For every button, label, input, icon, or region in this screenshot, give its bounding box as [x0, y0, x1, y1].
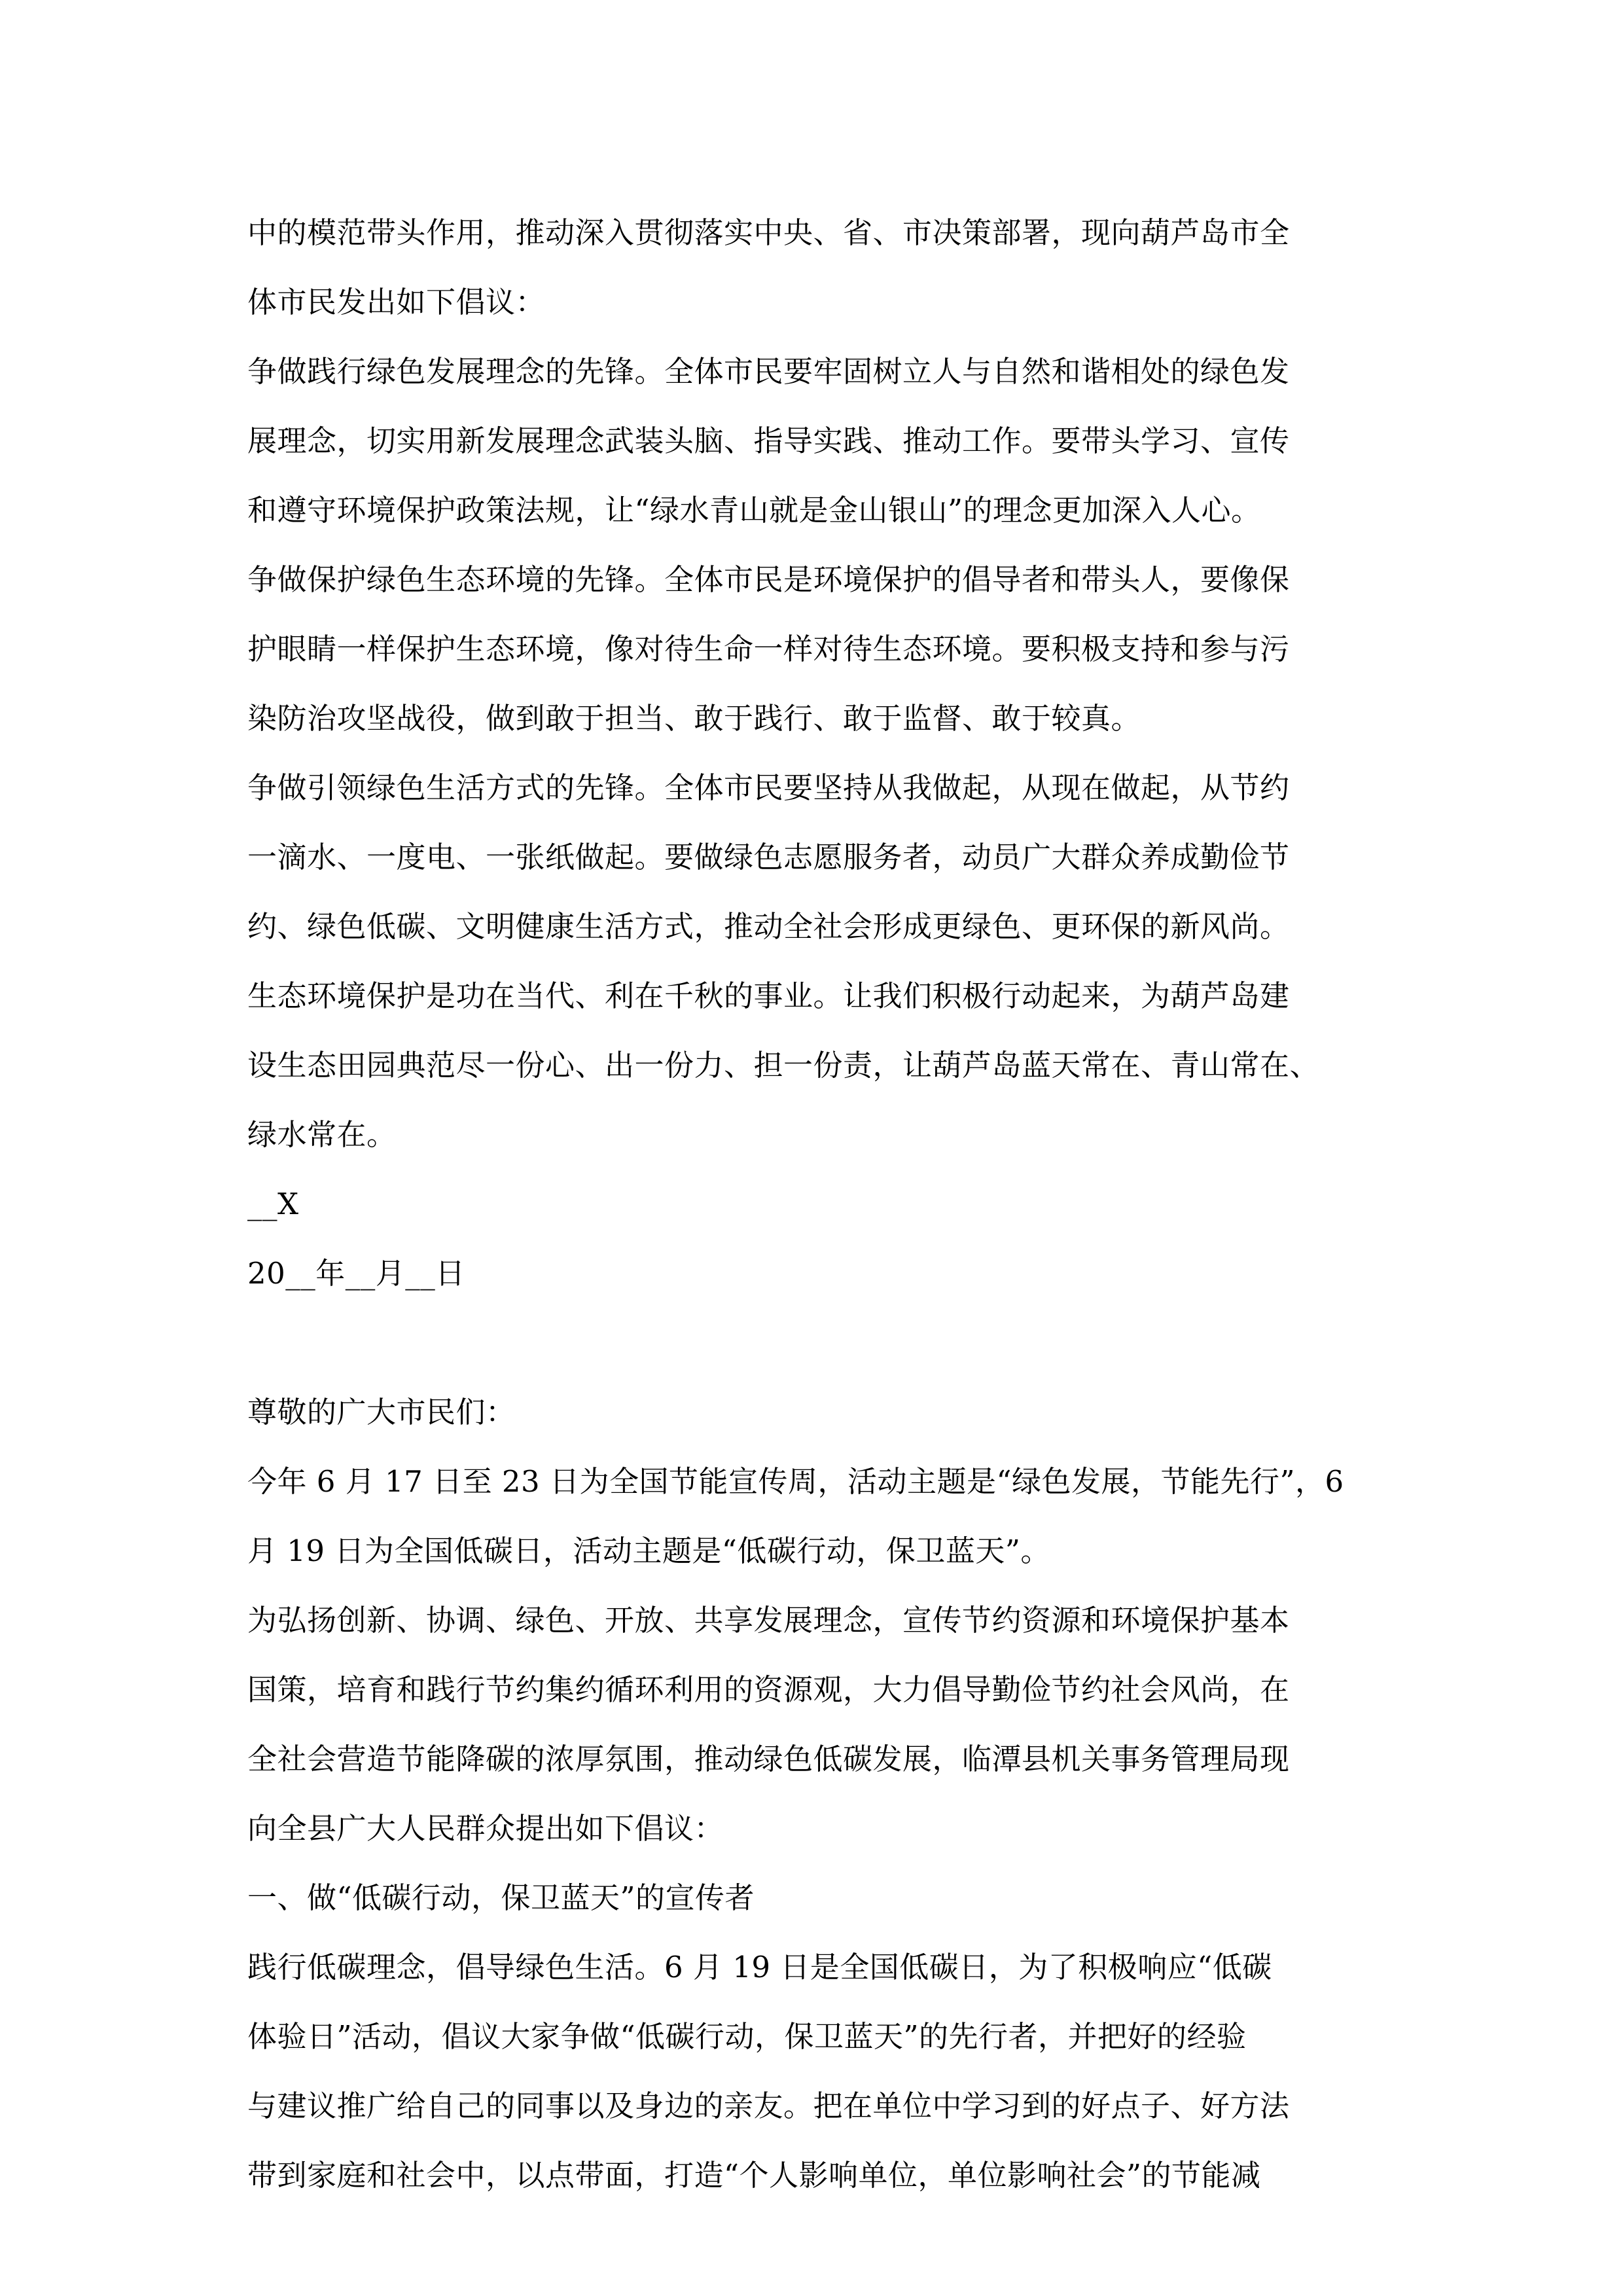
text-line: 为弘扬创新、协调、绿色、开放、共享发展理念，宣传节约资源和环境保护基本 [247, 1603, 1290, 1638]
section-heading: 一、做“低碳行动，保卫蓝天”的宣传者 [247, 1880, 755, 1915]
text-line: 向全县广大人民群众提出如下倡议： [247, 1811, 724, 1846]
text-line: 和遵守环境保护政策法规，让“绿水青山就是金山银山”的理念更加深入人心。 [247, 493, 1261, 528]
text-line: 护眼睛一样保护生态环境，像对待生命一样对待生态环境。要积极支持和参与污 [247, 632, 1290, 666]
salutation: 尊敬的广大市民们： [247, 1395, 516, 1429]
text-line: 与建议推广给自己的同事以及身边的亲友。把在单位中学习到的好点子、好方法 [247, 2089, 1290, 2123]
text-line: 生态环境保护是功在当代、利在千秋的事业。让我们积极行动起来，为葫芦岛建 [247, 978, 1290, 1013]
text-line: 争做保护绿色生态环境的先锋。全体市民是环境保护的倡导者和带头人，要像保 [247, 562, 1290, 597]
blank-gap [247, 1308, 1399, 1378]
text-line: 体验日”活动，倡议大家争做“低碳行动，保卫蓝天”的先行者，并把好的经验 [247, 2019, 1247, 2054]
document-body [247, 198, 1399, 2210]
text-line: 中的模范带头作用，推动深入贯彻落实中央、省、市决策部署，现向葫芦岛市全 [247, 215, 1290, 250]
text-line: 约、绿色低碳、文明健康生活方式，推动全社会形成更绿色、更环保的新风尚。 [247, 909, 1290, 944]
text-line: 设生态田园典范尽一份心、出一份力、担一份责，让葫芦岛蓝天常在、青山常在、 [247, 1048, 1320, 1083]
text-line: 月 19 日为全国低碳日，活动主题是“低碳行动，保卫蓝天”。 [247, 1534, 1050, 1568]
text-line: 全社会营造节能降碳的浓厚氛围，推动绿色低碳发展，临潭县机关事务管理局现 [247, 1742, 1290, 1776]
text-line: 绿水常在。 [247, 1117, 397, 1152]
text-line: 体市民发出如下倡议： [247, 285, 546, 319]
text-line: 带到家庭和社会中，以点带面，打造“个人影响单位，单位影响社会”的节能减 [247, 2158, 1261, 2193]
text-line: 染防治攻坚战役，做到敢于担当、敢于践行、敢于监督、敢于较真。 [247, 701, 1141, 736]
text-line: 国策，培育和践行节约集约循环利用的资源观，大力倡导勤俭节约社会风尚，在 [247, 1672, 1290, 1707]
text-line: 争做践行绿色发展理念的先锋。全体市民要牢固树立人与自然和谐相处的绿色发 [247, 354, 1290, 389]
text-line: 今年 6 月 17 日至 23 日为全国节能宣传周，活动主题是“绿色发展，节能先行”，6 [247, 1464, 1344, 1499]
signature-line: __X [247, 1187, 299, 1221]
text-line: 展理念，切实用新发展理念武装头脑、指导实践、推动工作。要带头学习、宣传 [247, 423, 1290, 458]
text-line: 一滴水、一度电、一张纸做起。要做绿色志愿服务者，动员广大群众养成勤俭节 [247, 840, 1290, 874]
date-line: 20__年__月__日 [247, 1256, 465, 1291]
text-line: 践行低碳理念，倡导绿色生活。6 月 19 日是全国低碳日，为了积极响应“低碳 [247, 1950, 1272, 1984]
text-line: 争做引领绿色生活方式的先锋。全体市民要坚持从我做起，从现在做起，从节约 [247, 770, 1290, 805]
